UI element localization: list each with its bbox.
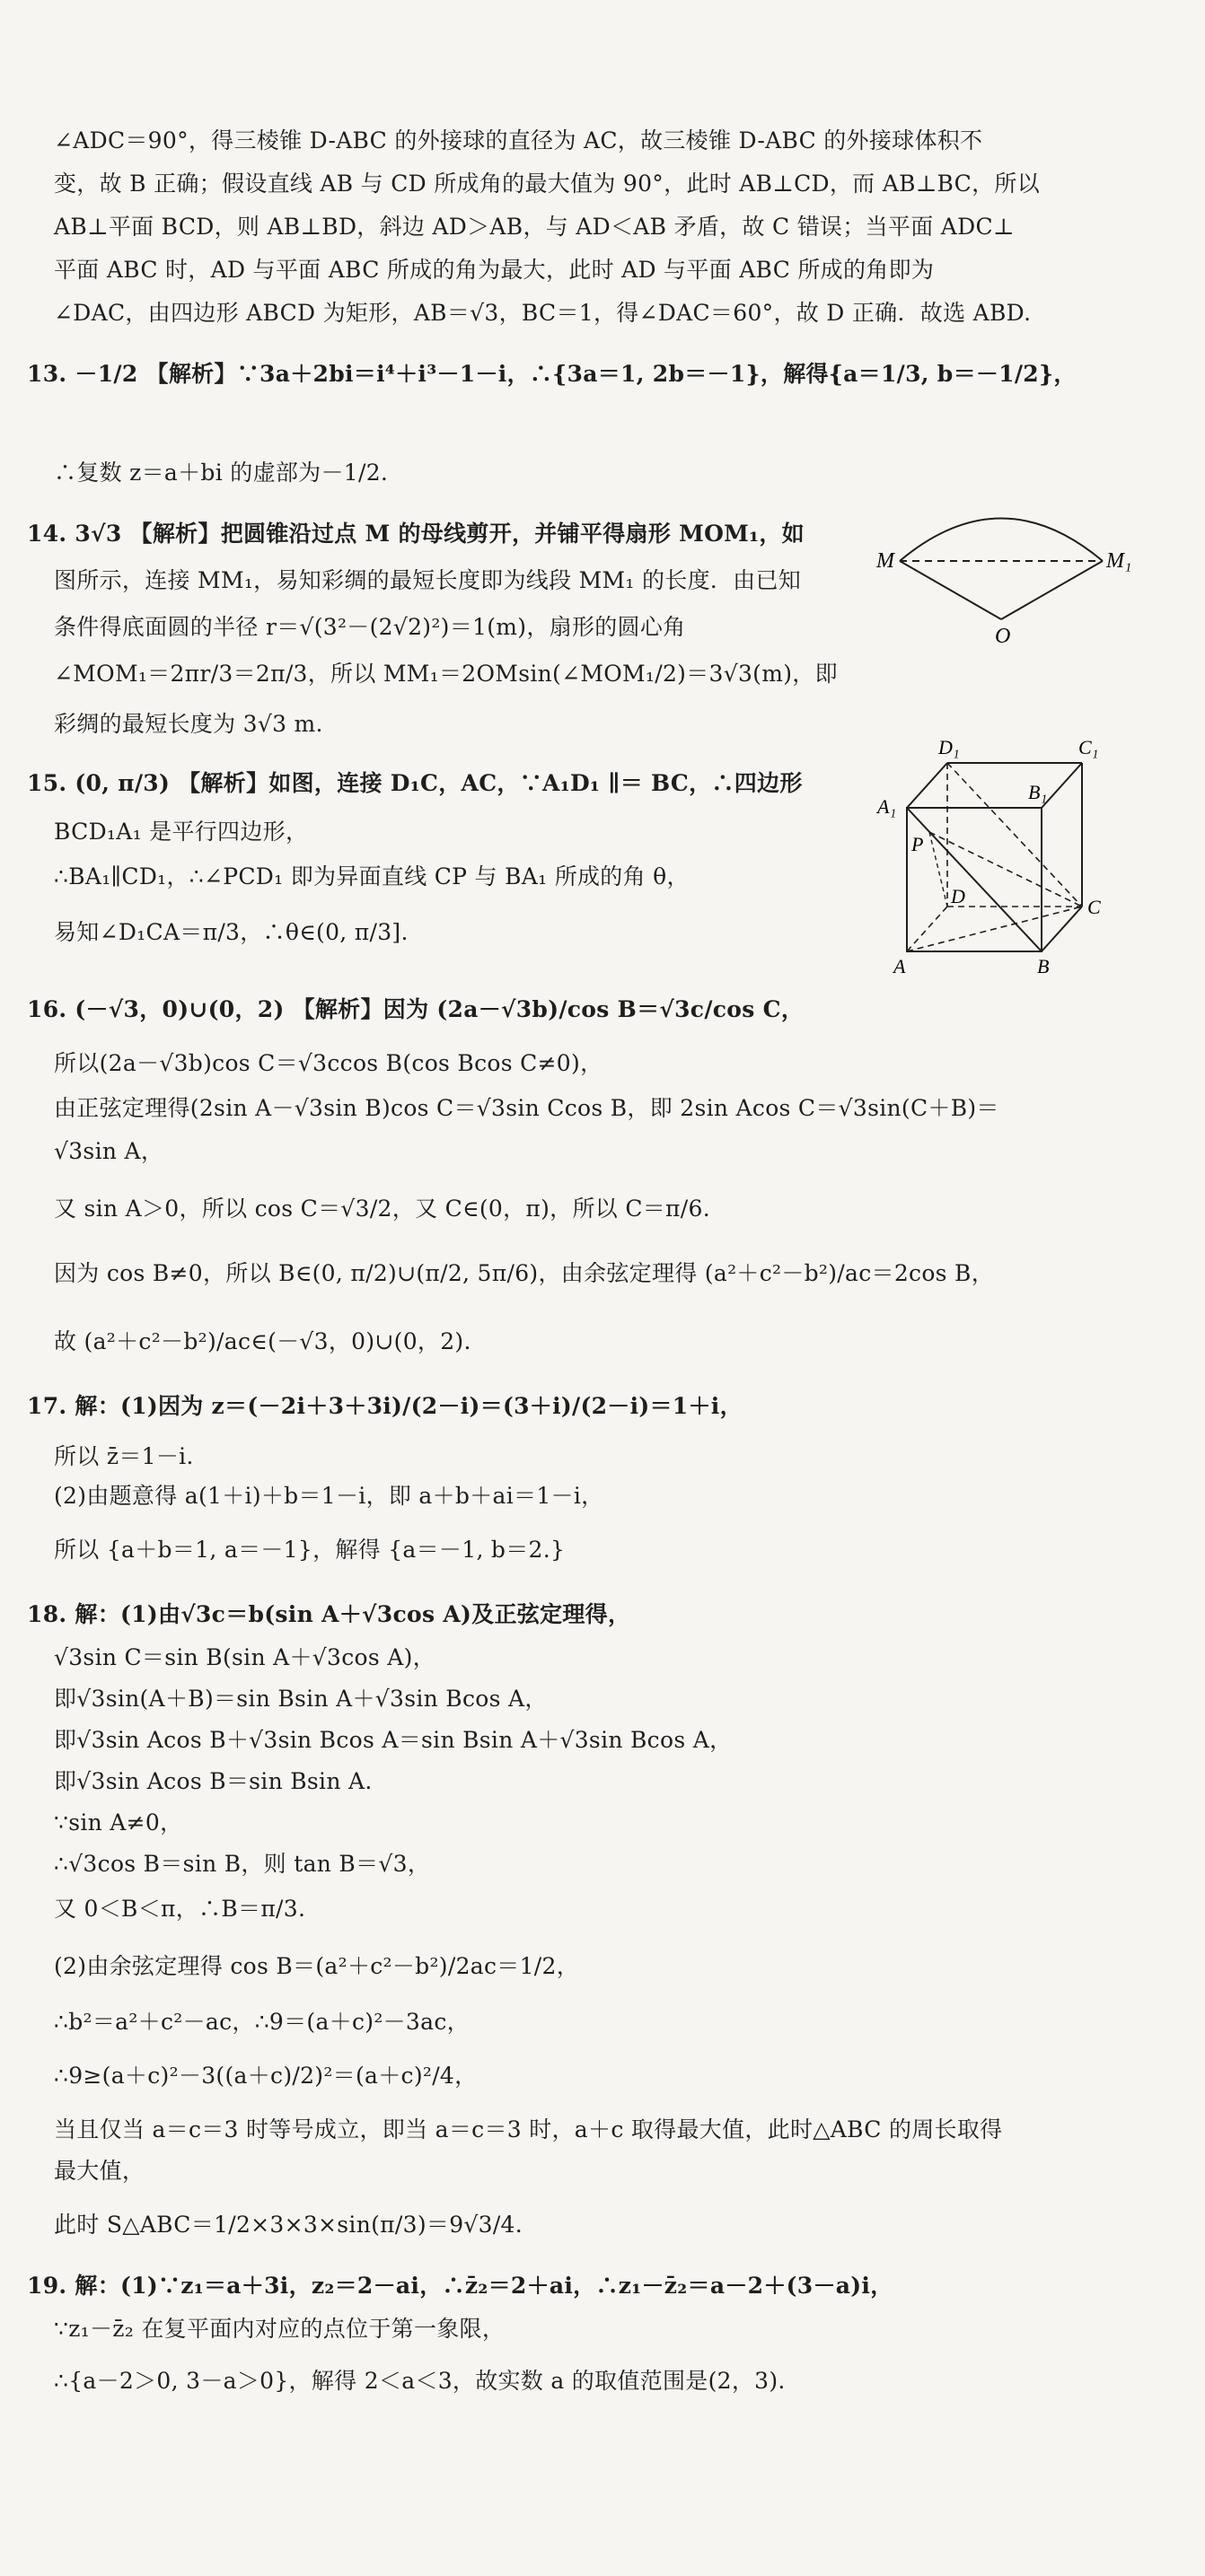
text-line: 即√3sin Acos B＋√3sin Bcos A＝sin Bsin A＋√3sin Bcos A， <box>54 1727 733 1753</box>
label-p: P <box>911 833 924 855</box>
text-line: ∴复数 z＝a＋bi 的虚部为－1/2. <box>54 460 389 486</box>
text-line: 故 (a²＋c²－b²)/ac∈(－√3，0)∪(0，2). <box>54 1328 471 1354</box>
label-b: B <box>1037 955 1050 977</box>
label-b1: B₁ <box>1028 781 1048 803</box>
text-line: 此时 S△ABC＝1/2×3×3×sin(π/3)＝9√3/4. <box>54 2212 523 2238</box>
problem-17: 17. 解：(1)因为 z＝(－2i＋3＋3i)/(2－i)＝(3＋i)/(2－i)＝1＋i， <box>27 1393 743 1419</box>
label-c1: C₁ <box>1078 736 1099 758</box>
text-line: √3sin A， <box>54 1138 164 1164</box>
text-line: 所以 z̄＝1－i. <box>54 1443 194 1469</box>
label-d: D <box>951 885 965 907</box>
text-line: √3sin C＝sin B(sin A＋√3cos A)， <box>54 1644 435 1670</box>
text-line: 变，故 B 正确；假设直线 AB 与 CD 所成角的最大值为 90°，此时 AB⊥CD，而 AB⊥BC，所以 <box>54 171 1041 197</box>
text-line: ∴{a－2＞0, 3－a＞0}，解得 2＜a＜3，故实数 a 的取值范围是(2，3). <box>54 2368 786 2394</box>
label-d1: D₁ <box>938 736 960 758</box>
text-line: 易知∠D₁CA＝π/3，∴θ∈(0, π/3]. <box>54 919 409 945</box>
text-line: 当且仅当 a＝c＝3 时等号成立，即当 a＝c＝3 时，a＋c 取得最大值，此时△ABC 的周长取得 <box>54 2116 1003 2142</box>
text-line: ∴√3cos B＝sin B，则 tan B＝√3， <box>54 1851 431 1877</box>
label-m1: M₁ <box>1106 549 1131 573</box>
problem-14: 14. 3√3 【解析】把圆锥沿过点 M 的母线剪开，并铺平得扇形 MOM₁，如 <box>27 521 805 547</box>
label-m: M <box>876 549 894 573</box>
text-line: ∴b²＝a²＋c²－ac，∴9＝(a＋c)²－3ac， <box>54 2009 470 2035</box>
text-line: 又 0＜B＜π，∴B＝π/3. <box>54 1896 306 1922</box>
text-line: 因为 cos B≠0，所以 B∈(0, π/2)∪(π/2, 5π/6)，由余弦定理得 (a²＋c²－b²)/ac＝2cos B， <box>54 1260 995 1286</box>
problem-13: 13. －1/2 【解析】∵3a＋2bi＝i⁴＋i³－1－i，∴{3a＝1, 2b＝－1}，解得{a＝1/3, b＝－1/2}， <box>27 361 1077 387</box>
text-line: AB⊥平面 BCD，则 AB⊥BD，斜边 AD＞AB，与 AD＜AB 矛盾，故 C 错误；当平面 ADC⊥ <box>54 214 1015 240</box>
sector-figure <box>871 485 1131 646</box>
text-line: (2)由题意得 a(1＋i)＋b＝1－i，即 a＋b＋ai＝1－i， <box>54 1483 604 1509</box>
text-line: 图所示，连接 MM₁，易知彩绸的最短长度即为线段 MM₁ 的长度．由已知 <box>54 567 802 593</box>
text-line: ∵sin A≠0， <box>54 1809 183 1836</box>
problem-18: 18. 解：(1)由√3c＝b(sin A＋√3cos A)及正弦定理得， <box>27 1601 631 1627</box>
text-line: ∠ADC＝90°，得三棱锥 D-ABC 的外接球的直径为 AC，故三棱锥 D-ABC 的外接球体积不 <box>54 127 983 153</box>
text-line: 所以(2a－√3b)cos C＝√3ccos B(cos Bcos C≠0)， <box>54 1050 603 1076</box>
text-line: 又 sin A＞0，所以 cos C＝√3/2，又 C∈(0，π)，所以 C＝π/6. <box>54 1196 710 1222</box>
text-line: ∠MOM₁＝2πr/3＝2π/3，所以 MM₁＝2OMsin(∠MOM₁/2)＝3√3(m)，即 <box>54 661 838 687</box>
problem-19: 19. 解：(1)∵z₁＝a＋3i，z₂＝2－ai，∴z̄₂＝2＋ai，∴z₁－z̄₂＝a－2＋(3－a)i， <box>27 2273 893 2299</box>
text-line: ∴BA₁∥CD₁，∴∠PCD₁ 即为异面直线 CP 与 BA₁ 所成的角 θ， <box>54 863 690 889</box>
text-line: 条件得底面圆的半径 r＝√(3²－(2√2)²)＝1(m)，扇形的圆心角 <box>54 614 686 640</box>
text-line: ∠DAC，由四边形 ABCD 为矩形，AB＝√3，BC＝1，得∠DAC＝60°，故 D 正确．故选 ABD. <box>54 300 1032 326</box>
text-line: ∴9≥(a＋c)²－3((a＋c)/2)²＝(a＋c)²/4， <box>54 2063 478 2089</box>
text-line: 最大值， <box>54 2158 145 2184</box>
cube-figure <box>875 736 1118 987</box>
label-a: A <box>893 955 906 977</box>
text-line: 所以 {a＋b＝1, a＝－1}，解得 {a＝－1, b＝2.} <box>54 1537 566 1563</box>
text-line: ∵z₁－z̄₂ 在复平面内对应的点位于第一象限， <box>54 2316 506 2342</box>
label-o: O <box>995 625 1011 646</box>
text-line: 即√3sin(A＋B)＝sin Bsin A＋√3sin Bcos A， <box>54 1686 548 1712</box>
text-line: 平面 ABC 时，AD 与平面 ABC 所成的角为最大，此时 AD 与平面 ABC 所成的角即为 <box>54 257 935 283</box>
problem-16: 16. (－√3，0)∪(0，2) 【解析】因为 (2a－√3b)/cos B＝√3c/cos C， <box>27 996 805 1022</box>
label-a1: A₁ <box>877 795 897 818</box>
text-line: 彩绸的最短长度为 3√3 m. <box>54 711 323 737</box>
text-line: BCD₁A₁ 是平行四边形， <box>54 819 309 845</box>
text-line: (2)由余弦定理得 cos B＝(a²＋c²－b²)/2ac＝1/2， <box>54 1953 580 1979</box>
text-line: 即√3sin Acos B＝sin Bsin A. <box>54 1768 373 1794</box>
text-line: 由正弦定理得(2sin A－√3sin B)cos C＝√3sin Ccos B，即 2sin Acos C＝√3sin(C＋B)＝ <box>54 1095 999 1121</box>
problem-15: 15. (0, π/3) 【解析】如图，连接 D₁C，AC，∵A₁D₁ ∥＝ BC，∴四边形 <box>27 770 803 796</box>
label-c: C <box>1087 896 1101 918</box>
